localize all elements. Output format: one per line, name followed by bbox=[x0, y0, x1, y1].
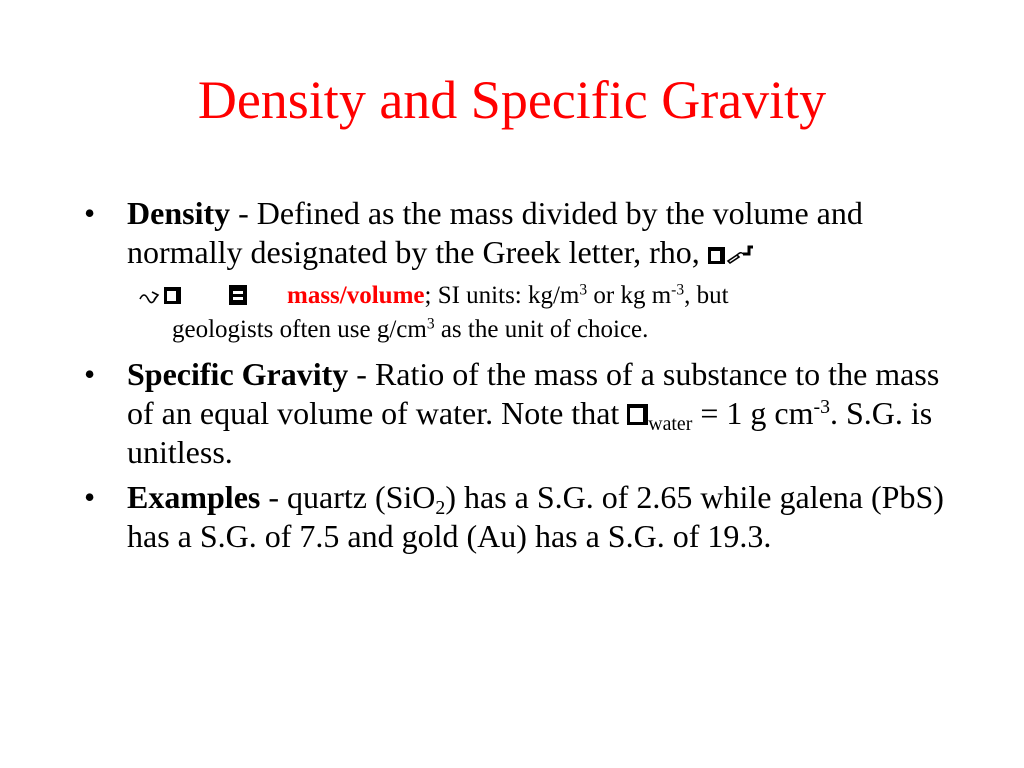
density-term: Density bbox=[127, 195, 231, 231]
superscript: 3 bbox=[426, 315, 435, 333]
subscript: water bbox=[648, 412, 693, 435]
arrow-glyph-icon bbox=[138, 287, 164, 305]
bullet-marker: • bbox=[84, 479, 96, 515]
geologists-text: geologists often use g/cm bbox=[172, 316, 427, 343]
bullet-marker: • bbox=[84, 356, 96, 392]
si-units-text: ; SI units: kg/m bbox=[424, 282, 580, 309]
water-density-text: = 1 g cm bbox=[692, 395, 814, 431]
unitless-text: . S.G. is unitless. bbox=[127, 395, 933, 470]
bullet-examples bbox=[84, 478, 954, 556]
mass-volume-emphasis: mass/volume bbox=[287, 282, 425, 309]
equals-icon bbox=[229, 285, 247, 305]
examples-term: Examples bbox=[127, 479, 261, 515]
superscript: -3 bbox=[813, 396, 830, 419]
pencil-glyph-icon bbox=[725, 241, 755, 265]
examples-text: - quartz (SiO bbox=[260, 479, 436, 515]
bullet-specific-gravity bbox=[84, 355, 954, 472]
arrow-icon bbox=[138, 278, 164, 312]
units-text: or kg m bbox=[587, 282, 672, 309]
examples-text-cont: ) has a S.G. of 2.65 while galena (PbS) has a S.G. of 7.5 and gold (Au) has a S.G. of 19.3. bbox=[127, 479, 944, 554]
superscript: -3 bbox=[671, 281, 685, 299]
geologists-text: as the unit of choice. bbox=[434, 316, 649, 343]
bullet-density bbox=[84, 194, 954, 272]
bullet-marker: • bbox=[84, 195, 96, 231]
sub-bullet-density-units bbox=[84, 278, 954, 347]
slide-body bbox=[84, 194, 954, 562]
subscript: 2 bbox=[435, 496, 446, 519]
rho-box-icon bbox=[164, 287, 181, 304]
rho-box-icon bbox=[708, 247, 725, 264]
superscript: 3 bbox=[579, 281, 588, 299]
specific-gravity-definition: - Ratio of the mass of a substance to the mass of an equal volume of water. Note that bbox=[127, 356, 940, 431]
units-text: , but bbox=[684, 282, 729, 309]
slide-title: Density and Specific Gravity bbox=[197, 70, 827, 130]
rho-box-icon bbox=[627, 404, 648, 425]
pencil-icon bbox=[725, 235, 755, 259]
specific-gravity-term: Specific Gravity bbox=[127, 356, 349, 392]
sub-bullet-line-2 bbox=[172, 313, 954, 347]
density-definition: - Defined as the mass divided by the volume and normally designated by the Greek letter, rho, bbox=[127, 195, 863, 270]
